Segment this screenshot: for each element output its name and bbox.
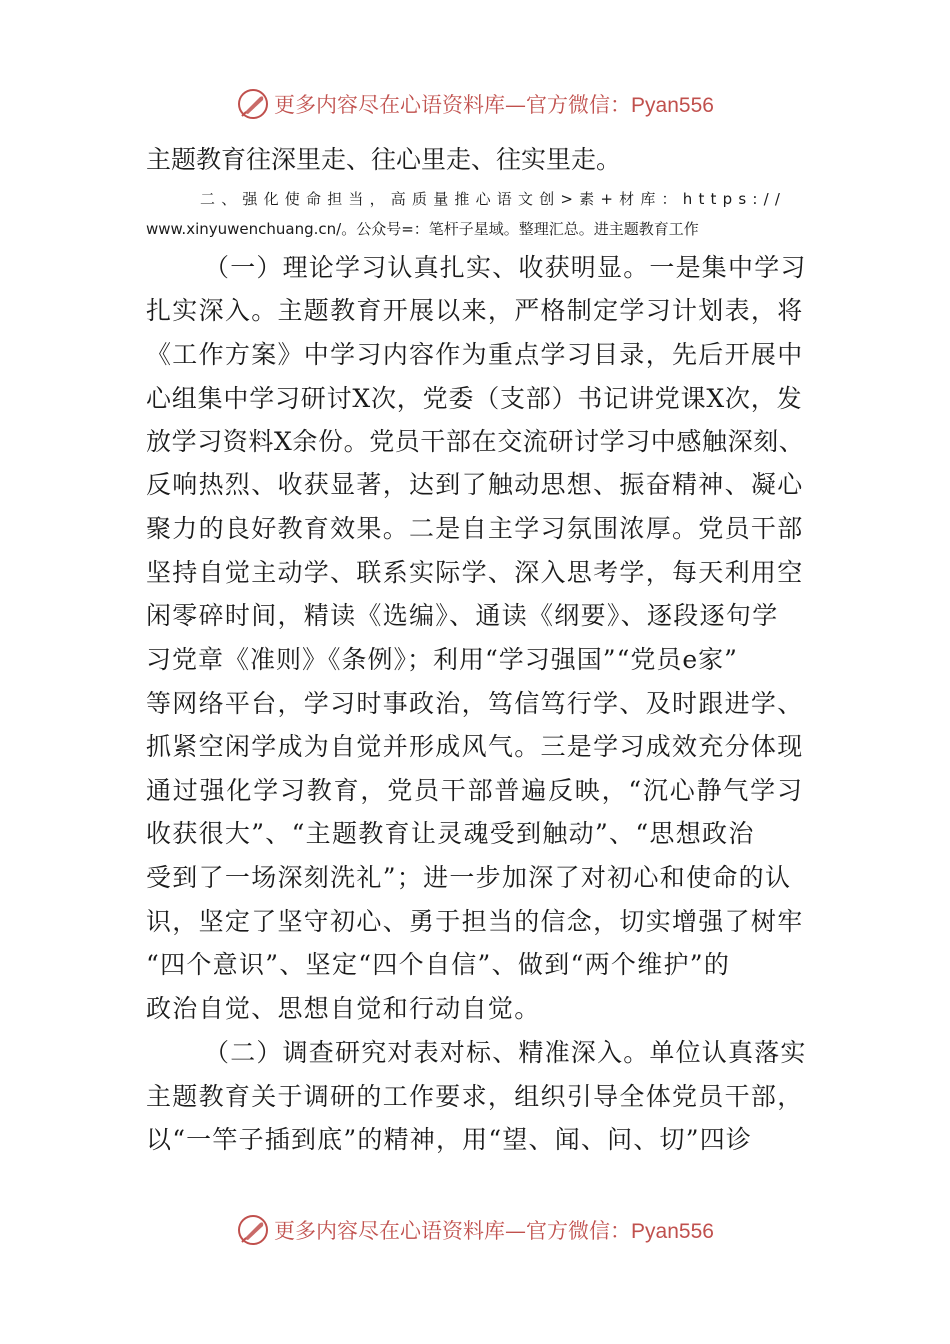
quill-pen-icon — [236, 87, 270, 121]
paragraph-line: 政治自觉、思想自觉和行动自觉。 — [146, 994, 541, 1023]
paragraph-line: 识，坚定了坚守初心、勇于担当的信念，切实增强了树牢 — [146, 907, 804, 936]
watermark-banner-top — [0, 84, 950, 124]
paragraph-line: www.xinyuwenchuang.cn/。公众号=：笔杆子星域。整理汇总。进主题教育工作 — [146, 220, 699, 238]
paragraph-line: 习党章《准则》《条例》；利用“学习强国”“党员e家” — [146, 645, 738, 674]
paragraph-line: 扎实深入。主题教育开展以来，严格制定学习计划表，将 — [146, 296, 804, 325]
paragraph-line: （二）调查研究对表对标、精准深入。单位认真落实 — [204, 1038, 807, 1067]
quill-pen-icon — [236, 1213, 270, 1247]
paragraph-line: （一）理论学习认真扎实、收获明显。一是集中学习 — [204, 253, 807, 282]
paragraph-line: 主题教育往深里走、往心里走、往实里走。 — [146, 145, 622, 174]
paragraph-line: 反响热烈、收获显著，达到了触动思想、振奋精神、凝心 — [146, 470, 804, 499]
paragraph-line: 抓紧空闲学成为自觉并形成风气。三是学习成效充分体现 — [146, 732, 804, 761]
paragraph-line: 受到了一场深刻洗礼”；进一步加深了对初心和使命的认 — [146, 863, 792, 892]
paragraph-line: “四个意识”、坚定“四个自信”、做到“两个维护”的 — [146, 950, 731, 979]
paragraph-line: 放学习资料X余份。党员干部在交流研讨学习中感触深刻、 — [146, 427, 805, 456]
section-heading-line — [146, 188, 808, 210]
paragraph-line: 收获很大”、“主题教育让灵魂受到触动”、“思想政治 — [146, 819, 755, 848]
watermark-text: 更多内容尽在心语资料库—官方微信：Pyan556 — [274, 1219, 714, 1243]
section-heading-text: 二、强化使命担当，高质量推心语文创>素+材库：https:// — [200, 190, 787, 208]
watermark-text: 更多内容尽在心语资料库—官方微信：Pyan556 — [274, 93, 714, 117]
paragraph-line: 坚持自觉主动学、联系实际学、深入思考学，每天利用空 — [146, 558, 804, 587]
watermark-banner-bottom — [0, 1210, 950, 1250]
paragraph-line: 主题教育关于调研的工作要求，组织引导全体党员干部， — [146, 1082, 804, 1111]
paragraph-line: 心组集中学习研讨X次，党委（支部）书记讲党课X次，发 — [146, 384, 803, 413]
paragraph-line: 以“一竿子插到底”的精神，用“望、闻、问、切”四诊 — [146, 1125, 753, 1154]
paragraph-line: 通过强化学习教育，党员干部普遍反映，“沉心静气学习 — [146, 776, 804, 805]
paragraph-line: 等网络平台，学习时事政治，笃信笃行学、及时跟进学、 — [146, 689, 804, 718]
paragraph-line: 聚力的良好教育效果。二是自主学习氛围浓厚。党员干部 — [146, 514, 804, 543]
paragraph-line: 《工作方案》中学习内容作为重点学习目录，先后开展中 — [146, 340, 804, 369]
paragraph-line: 闲零碎时间，精读《选编》、通读《纲要》、逐段逐句学 — [146, 601, 779, 630]
